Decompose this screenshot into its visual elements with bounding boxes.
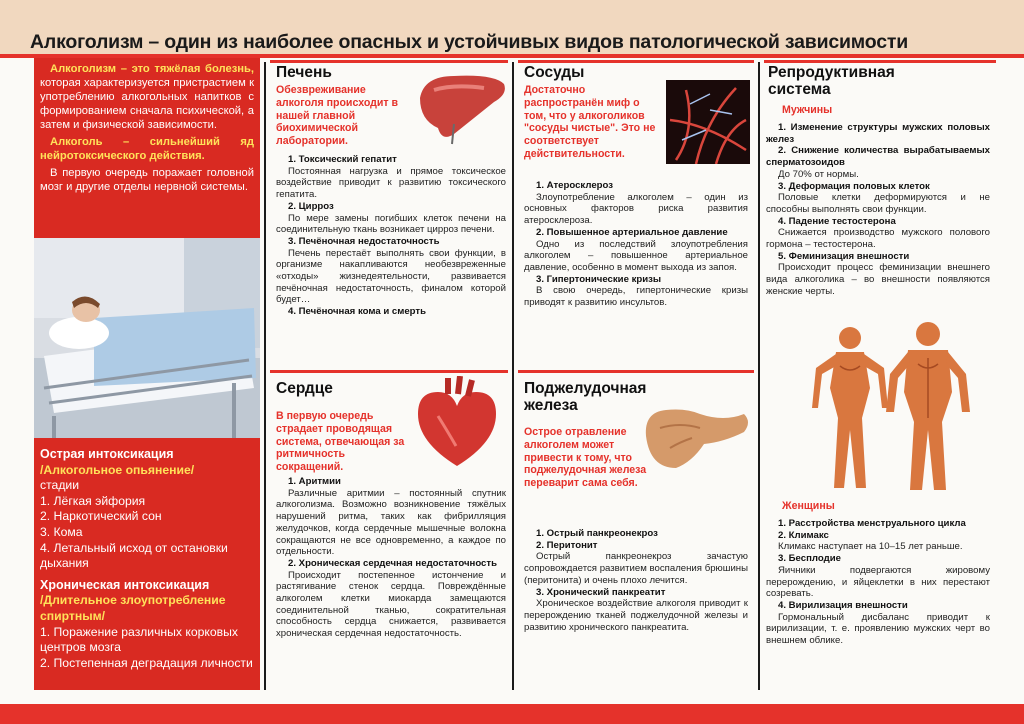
chronic-title: Хроническая интоксикация bbox=[40, 577, 210, 592]
vessels-item-text: В свою очередь, гипертонические кризы приводят к развитию инсультов. bbox=[524, 285, 748, 309]
women-item-text: Климакс наступает на 10–15 лет раньше. bbox=[778, 541, 963, 553]
men-item-text: Снижается производство мужского полового гормона – тестостерона. bbox=[766, 227, 990, 251]
pancreas-rule bbox=[518, 370, 754, 373]
acute-title: Острая интоксикация bbox=[40, 447, 174, 461]
intoxication-block bbox=[40, 447, 256, 671]
liver-item-text: Печень перестаёт выполнять свои функции, в организме накапливаются необезвреженные «отходы» жизнедеятельности, развивается печёночная недостаточность, финалом которой будет… bbox=[276, 247, 506, 306]
vessels-item-heading: 3. Гипертонические кризы bbox=[536, 273, 662, 285]
women-heading: Женщины bbox=[782, 500, 835, 512]
women-item-text: Яичники подвергаются жировому перерождению, и яйцеклетки в них перестают созревать. bbox=[766, 564, 990, 600]
men-item-heading: 3. Деформация половых клеток bbox=[778, 180, 930, 192]
pancreas-item-heading: 1. Острый панкреонекроз bbox=[536, 528, 658, 539]
liver-body bbox=[276, 154, 506, 318]
anatomy-figures-image bbox=[800, 318, 980, 498]
women-item-heading: 3. Бесплодие bbox=[778, 553, 841, 565]
acute-subtitle: /Алкогольное опьянение/ bbox=[40, 462, 195, 477]
vessels-item-heading: 2. Повышенное артериальное давление bbox=[536, 226, 728, 238]
heart-item-heading: 2. Хроническая сердечная недостаточность bbox=[288, 557, 497, 569]
women-body bbox=[766, 518, 990, 647]
column-divider bbox=[758, 62, 760, 690]
vessels-item-heading: 1. Атеросклероз bbox=[536, 180, 614, 191]
acute-stages-label: стадии bbox=[40, 478, 80, 493]
liver-item-heading: 1. Токсический гепатит bbox=[288, 154, 397, 165]
column-divider bbox=[264, 62, 266, 690]
vessels-image bbox=[666, 80, 750, 164]
liver-item-text: Постоянная нагрузка и прямое токсическое воздействие приводит к развитию токсического гепатита. bbox=[276, 165, 506, 201]
heart-item-text: Различные аритмии – постоянный спутник алкоголизма. Возможно возникновение тяжёлых нарушений ритма, таких как фибрилляция желудочков, когда сердечные мышечные волокна сокращаются не все одновременно, а каждое по отдельности. bbox=[276, 487, 506, 558]
men-item-text: Половые клетки деформируются и не способны выполнять свои функции. bbox=[766, 192, 990, 215]
pancreas-title-line: Поджелудочная bbox=[524, 380, 647, 397]
vessels-title: Сосуды bbox=[524, 64, 585, 81]
liver-item-heading: 2. Цирроз bbox=[288, 200, 334, 212]
chronic-subtitle: /Длительное злоупотребление спиртным/ bbox=[40, 593, 226, 623]
men-item-heading: 5. Феминизация внешности bbox=[778, 250, 910, 262]
vessels-rule bbox=[518, 60, 754, 63]
pancreas-item-heading: 2. Перитонит bbox=[536, 539, 598, 551]
vessels-item-text: Злоупотребление алкоголем – один из основных факторов риска развития атеросклероза. bbox=[524, 191, 748, 227]
men-item-heading: 1. Изменение структуры мужских половых желез bbox=[766, 122, 990, 145]
heart-item-heading: 1. Аритмии bbox=[288, 476, 341, 487]
women-item-text: Гормональный дисбаланс приводит к вирилизации, т. е. проявлению мужских черт во внешнем облике. bbox=[766, 611, 990, 647]
acute-stage: 2. Наркотический сон bbox=[40, 509, 162, 524]
repro-title-line: Репродуктивная bbox=[768, 64, 895, 81]
intro-poison: Алкоголь – сильнейший яд нейротоксического действия. bbox=[40, 136, 254, 162]
footer-band bbox=[0, 704, 1024, 724]
acute-stage: 1. Лёгкая эйфория bbox=[40, 493, 146, 508]
pancreas-item-heading: 3. Хронический панкреатит bbox=[536, 586, 666, 598]
pancreas-item-text: Острый панкреонекроз зачастую сопровождается развитием воспаления брюшины (перитонита) и очень плохо лечится. bbox=[524, 551, 748, 586]
liver-rule bbox=[270, 60, 508, 63]
pancreas-lead: Острое отравление алкоголем может привести к тому, что поджелудочная железа переварит сама себя. bbox=[524, 426, 647, 490]
repro-rule bbox=[764, 60, 996, 63]
liver-item-text: По мере замены погибших клеток печени на соединительную ткань возникает цирроз печени. bbox=[276, 212, 506, 236]
heart-lead: В первую очередь страдает проводящая система, отвечающая за ритмичность сокращений. bbox=[276, 410, 405, 474]
heart-body bbox=[276, 476, 506, 640]
liver-image bbox=[414, 68, 510, 148]
men-item-heading: 4. Падение тестостерона bbox=[778, 215, 896, 227]
repro-title-line: система bbox=[768, 81, 831, 98]
vessels-lead: Достаточно распространён миф о том, что у алкоголиков "сосуды чистые". Это не соответствует действительности. bbox=[524, 84, 656, 160]
pancreas-body bbox=[524, 528, 748, 633]
women-item-heading: 2. Климакс bbox=[778, 529, 829, 541]
liver-item-heading: 3. Печёночная недостаточность bbox=[288, 235, 440, 247]
men-item-heading: 2. Снижение количества вырабатываемых сперматозоидов bbox=[766, 145, 990, 169]
men-heading: Мужчины bbox=[782, 104, 833, 116]
chronic-item: 1. Поражение различных корковых центров мозга bbox=[40, 624, 238, 655]
repro-title bbox=[768, 64, 895, 98]
heart-image bbox=[408, 376, 506, 472]
acute-stage: 3. Кома bbox=[40, 524, 83, 539]
women-item-heading: 4. Вирилизация внешности bbox=[778, 599, 908, 611]
vessels-body bbox=[524, 180, 748, 309]
intro-brain: В первую очередь поражает головной мозг и другие отделы нервной системы. bbox=[40, 167, 254, 193]
heart-item-text: Происходит постепенное истончение и растягивание стенок сердца. Повреждённые алкоголем клетки миокарда замещаются соединительной тканью, сократительная способность сердца снижается, развивается хроническая сердечная недостаточность. bbox=[276, 569, 506, 640]
heart-rule bbox=[270, 370, 508, 373]
pancreas-item-text: Хроническое воздействие алкоголя приводит к перерождению тканей поджелудочной железы и развитию хронического панкреатита. bbox=[524, 598, 748, 633]
pancreas-image bbox=[640, 392, 752, 476]
hospital-patient-photo bbox=[34, 238, 260, 438]
chronic-item: 2. Постепенная деградация личности bbox=[40, 655, 253, 670]
men-item-text: До 70% от нормы. bbox=[778, 168, 859, 180]
intro-text bbox=[40, 62, 254, 197]
liver-lead: Обезвреживание алкоголя происходит в нашей главной биохимической лаборатории. bbox=[276, 84, 399, 148]
vessels-item-text: Одно из последствий злоупотребления алкоголем – повышенное артериальное давление, особенно в момент выхода из запоя. bbox=[524, 238, 748, 273]
women-item-heading: 1. Расстройства менструального цикла bbox=[778, 518, 966, 529]
liver-title: Печень bbox=[276, 64, 332, 81]
column-divider bbox=[512, 62, 514, 690]
liver-item-heading: 4. Печёночная кома и смерть bbox=[288, 306, 426, 318]
pancreas-title bbox=[524, 380, 646, 414]
pancreas-title-line: железа bbox=[524, 397, 578, 414]
men-body bbox=[766, 122, 990, 298]
page-title: Алкоголизм – один из наиболее опасных и устойчивых видов патологической зависимости bbox=[30, 31, 909, 53]
intro-rest: которая характеризуется пристрастием к употреблению алкогольных напитков с формированием сначала психической, а затем и физической зависимости. bbox=[40, 77, 254, 131]
intro-highlight: Алкоголизм – это тяжёлая болезнь, bbox=[50, 63, 254, 75]
men-item-text: Происходит процесс феминизации внешнего вида алкоголика – во внешности появляются женские черты. bbox=[766, 262, 990, 297]
heart-title: Сердце bbox=[276, 380, 333, 397]
acute-stage: 4. Летальный исход от остановки дыхания bbox=[40, 540, 228, 571]
